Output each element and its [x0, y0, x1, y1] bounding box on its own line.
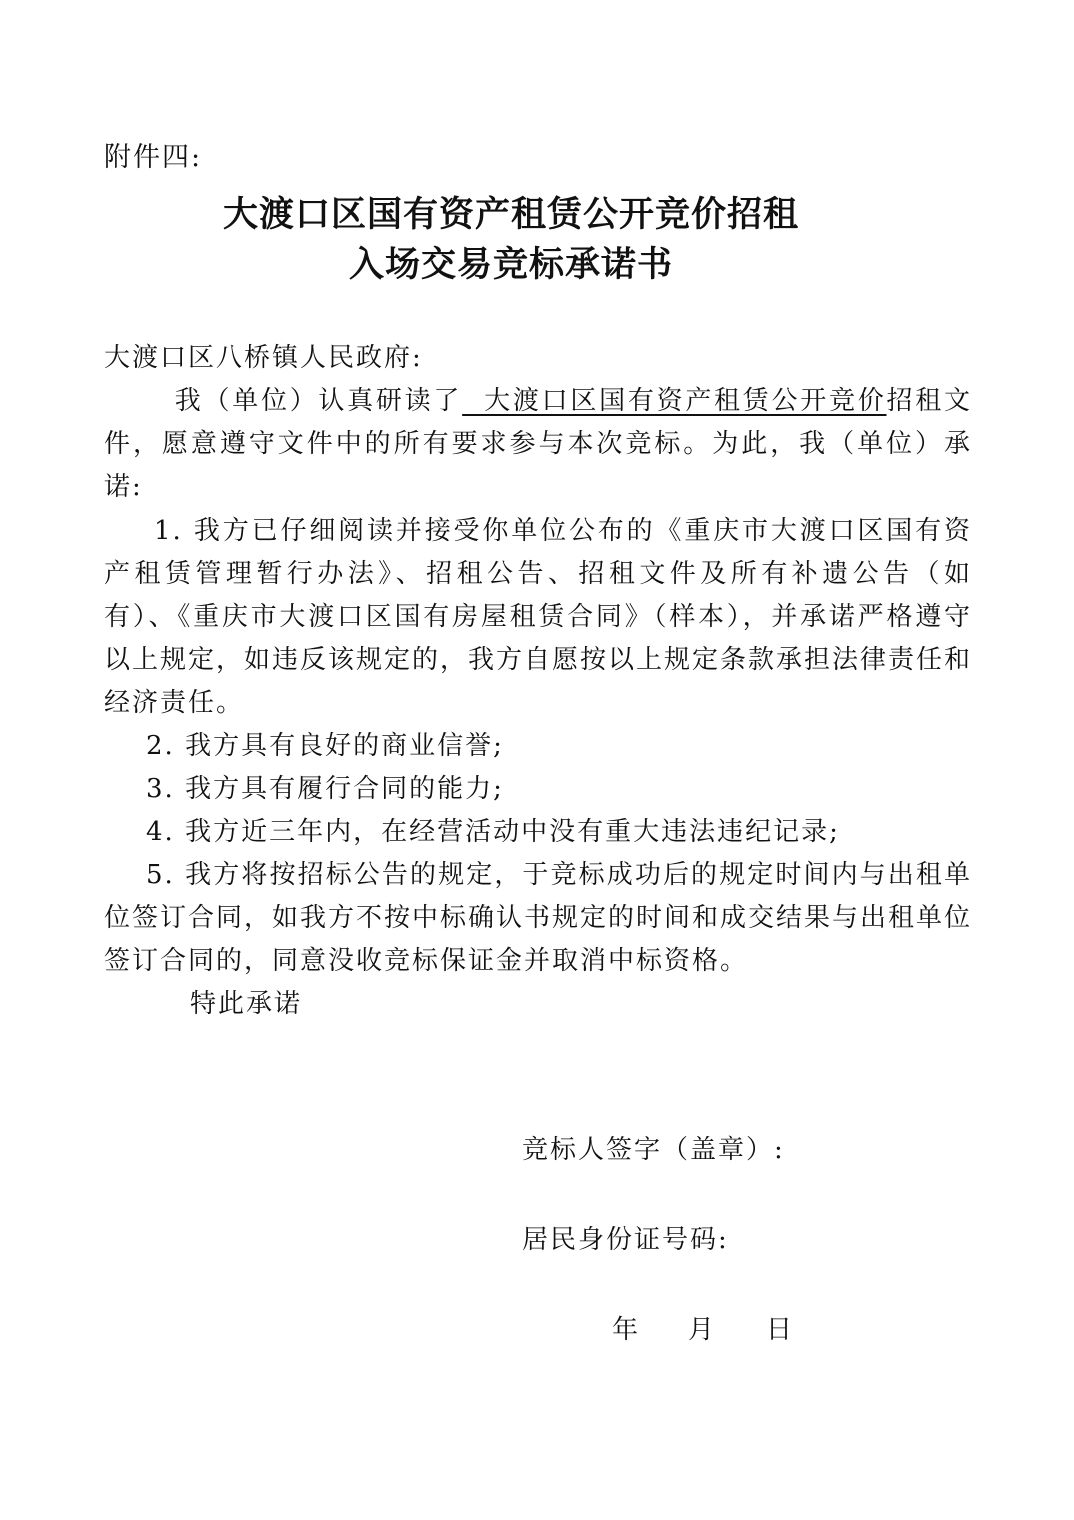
commitment-item-1-text: 1. 我方已仔细阅读并接受你单位公布的《重庆市大渡口区国有资产租赁管理暂行办法》、招租公告、招租文件及所有补遗公告（如有）、《重庆市大渡口区国有房屋租赁合同》（样本），并承诺严格遵守以上规定，如违反该规定的，我方自愿按以上规定条款承担法律责任和经济责任。 [104, 516, 973, 718]
date-line [612, 1312, 792, 1348]
closing-text: 特此承诺 [190, 989, 303, 1019]
recipient-line: 大渡口区八桥镇人民政府: [104, 343, 423, 373]
attachment-label: 附件四: [104, 142, 203, 173]
commitment-item-4-text: 4. 我方近三年内，在经营活动中没有重大违法违纪记录; [146, 817, 840, 847]
date-day-label: 日 [766, 1315, 793, 1345]
intro-before: 我（单位）认真研读了 [174, 386, 463, 416]
document-title-line-1: 大渡口区国有资产租赁公开竞价招租 [222, 195, 799, 235]
commitment-item-1 [104, 510, 972, 725]
commitment-item-2 [104, 725, 972, 768]
commitment-item-2-text: 2. 我方具有良好的商业信誉; [146, 731, 504, 761]
date-month-label: 月 [688, 1315, 715, 1345]
commitment-item-5 [104, 854, 972, 983]
intro-after: 招租文件，愿意遵守文件中的所有要求参与本次竞标。为此，我（单位）承诺: [104, 386, 972, 502]
document-title-line-2: 入场交易竞标承诺书 [348, 245, 673, 285]
intro-underlined-project: 大渡口区国有资产租赁公开竞价 [462, 386, 887, 416]
commitment-item-3 [104, 768, 972, 811]
date-year-label: 年 [612, 1315, 639, 1345]
commitment-item-4 [104, 811, 972, 854]
commitment-item-5-text: 5. 我方将按招标公告的规定，于竞标成功后的规定时间内与出租单位签订合同，如我方不按中标确认书规定的时间和成交结果与出租单位签订合同的，同意没收竞标保证金并取消中标资格。 [104, 860, 973, 976]
bidder-signature-label: 竞标人签字（盖章）: [522, 1135, 785, 1165]
intro-paragraph [104, 380, 972, 509]
id-number-label: 居民身份证号码: [522, 1225, 729, 1255]
closing-line [104, 983, 972, 1026]
commitment-item-3-text: 3. 我方具有履行合同的能力; [146, 774, 504, 804]
